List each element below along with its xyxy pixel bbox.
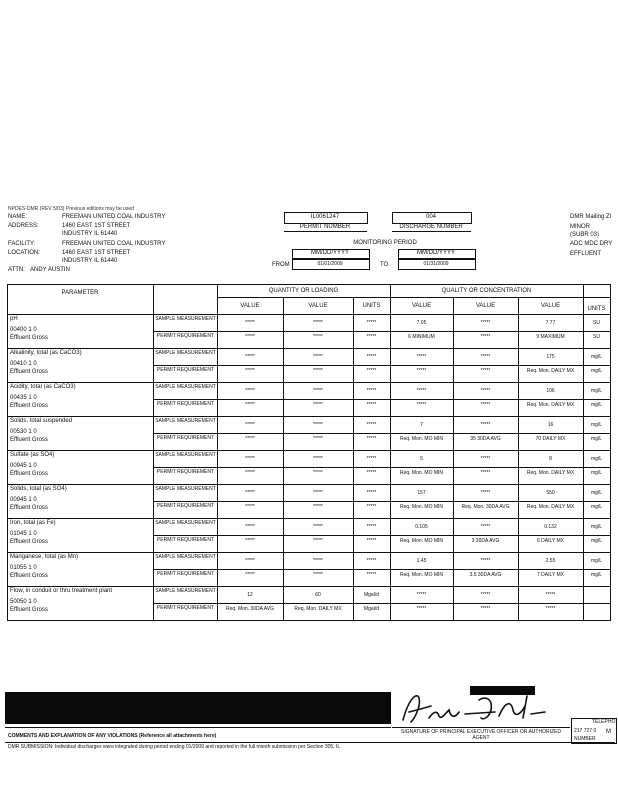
discharge-label-rule	[392, 231, 471, 232]
requirement-cell: *****	[313, 504, 323, 510]
address-line2: INDUSTRY IL 61440	[62, 231, 118, 237]
measurement-cell: *****	[313, 456, 323, 462]
requirement-cell: *****	[366, 470, 377, 476]
measurement-cell: *****	[366, 490, 377, 496]
requirement-cell: mg/L	[590, 504, 603, 510]
requirement-cell: mg/L	[590, 538, 603, 544]
signature	[395, 688, 565, 728]
location-label: LOCATION:	[8, 250, 40, 256]
param-code: 00410 1 0	[10, 361, 37, 367]
permit-requirement-label: PERMIT REQUIREMENT	[156, 571, 215, 577]
requirement-cell: *****	[416, 606, 427, 612]
measurement-cell: *****	[366, 388, 377, 394]
requirement-cell: *****	[416, 402, 427, 408]
measurement-cell: *****	[366, 558, 377, 564]
right-label-1: DMR Mailing ZI	[570, 214, 612, 220]
requirement-cell: 7 DAILY MX	[536, 572, 565, 578]
param-location: Effluent Gross	[10, 539, 48, 545]
measurement-cell: mg/L	[590, 490, 603, 496]
measurement-cell: *****	[245, 524, 255, 530]
row-mid-rule	[153, 501, 611, 502]
row-mid-rule	[153, 331, 611, 332]
measurement-cell: 550	[546, 490, 555, 496]
name-label: NAME:	[8, 214, 28, 220]
measurement-cell: *****	[245, 320, 255, 326]
requirement-cell: mg/L	[590, 368, 603, 374]
requirement-cell: *****	[366, 436, 377, 442]
requirement-cell: Req. Mon. MO MIN	[399, 470, 444, 476]
param-code: 00530 1 0	[10, 429, 37, 435]
param-name: Acidity, total (as CaCO3)	[10, 384, 76, 390]
measurement-cell: 5	[420, 456, 423, 462]
requirement-cell: *****	[366, 504, 377, 510]
permit-label-rule	[284, 231, 367, 232]
signature-rule	[392, 727, 570, 728]
dmr-table	[7, 284, 611, 620]
row-bottom-rule	[7, 382, 611, 383]
sample-measurement-label: SAMPLE MEASUREMENT	[155, 520, 216, 526]
header-value-3: VALUE	[411, 303, 432, 309]
measurement-cell: 175	[546, 354, 555, 360]
row-bottom-rule	[7, 620, 611, 621]
requirement-cell: 6 MINIMUM	[408, 334, 435, 340]
from-date: 01/01/2009	[317, 261, 343, 267]
measurement-cell: *****	[313, 354, 323, 360]
requirement-cell: Req. Mon. MO MIN	[399, 504, 444, 510]
requirement-cell: Req. Mon. MO MIN	[399, 572, 444, 578]
measurement-cell: *****	[313, 320, 323, 326]
requirement-cell: *****	[245, 572, 255, 578]
measurement-cell: 16	[547, 422, 554, 428]
header-value-5: VALUE	[540, 303, 561, 309]
measurement-cell: *****	[313, 388, 323, 394]
measurement-cell: *****	[245, 422, 255, 428]
permit-requirement-label: PERMIT REQUIREMENT	[156, 503, 215, 509]
measurement-cell: *****	[480, 524, 491, 530]
measurement-cell: 106	[546, 388, 555, 394]
measurement-cell: mg/L	[590, 354, 603, 360]
permittee-name: FREEMAN UNITED COAL INDUSTRY	[62, 214, 166, 220]
measurement-cell: *****	[366, 456, 377, 462]
requirement-cell: *****	[416, 368, 427, 374]
row-mid-rule	[153, 603, 611, 604]
param-code: 01055 1 0	[10, 565, 37, 571]
telephone-value: 217 727 0	[574, 728, 597, 734]
param-name: Manganese, total (as Mn)	[10, 554, 79, 560]
header-value-4: VALUE	[475, 303, 496, 309]
param-location: Effluent Gross	[10, 607, 48, 613]
row-mid-rule	[153, 569, 611, 570]
mmddyyyy-label-2: MM/DD/YYYY	[416, 250, 455, 256]
requirement-cell: *****	[245, 470, 255, 476]
measurement-cell: *****	[366, 422, 377, 428]
row-bottom-rule	[7, 552, 611, 553]
param-name: Solids, total suspended	[10, 418, 73, 424]
row-bottom-rule	[7, 416, 611, 417]
row-mid-rule	[153, 433, 611, 434]
permit-requirement-label: PERMIT REQUIREMENT	[156, 605, 215, 611]
header-quality: QUALITY OR CONCENTRATION	[441, 288, 532, 294]
discharge-number-label: DISCHARGE NUMBER	[399, 224, 463, 230]
requirement-cell: Req. Mon. MO MIN	[399, 538, 444, 544]
measurement-cell: *****	[366, 524, 377, 530]
param-code: 00435 1 0	[10, 395, 37, 401]
sample-measurement-label: SAMPLE MEASUREMENT	[155, 452, 216, 458]
param-location: Effluent Gross	[10, 573, 48, 579]
row-bottom-rule	[7, 586, 611, 587]
measurement-cell: 12	[247, 592, 253, 598]
attn-name: ANDY AUSTIN	[30, 267, 70, 273]
measurement-cell: *****	[480, 354, 491, 360]
redaction-band	[5, 692, 391, 724]
requirement-cell: *****	[245, 402, 255, 408]
measurement-cell: 0.132	[544, 524, 557, 530]
measurement-cell: mg/L	[590, 558, 603, 564]
permit-requirement-label: PERMIT REQUIREMENT	[156, 469, 215, 475]
requirement-cell: *****	[366, 538, 377, 544]
measurement-cell: 0.105	[415, 524, 428, 530]
header-bottom-rule	[7, 314, 611, 315]
bottom-note: DMR SUBMISSION: Individual discharges were integrated during period ending 01/2009 and reported in the full month submission per Section 305, IL	[8, 744, 341, 750]
measurement-cell: *****	[416, 388, 427, 394]
requirement-cell: *****	[313, 538, 323, 544]
row-bottom-rule	[7, 450, 611, 451]
param-name: pH	[10, 316, 18, 322]
requirement-cell: *****	[545, 606, 556, 612]
signature-caption: SIGNATURE OF PRINCIPAL EXECUTIVE OFFICER OR AUTHORIZED AGENT	[401, 729, 561, 741]
comments-top-rule	[5, 727, 391, 728]
to-label: TO	[380, 262, 389, 268]
param-name: Iron, total (as Fe)	[10, 520, 56, 526]
sample-measurement-label: SAMPLE MEASUREMENT	[155, 418, 216, 424]
mmddyyyy-label-1: MM/DD/YYYY	[310, 250, 349, 256]
requirement-cell: *****	[245, 334, 255, 340]
measurement-cell: *****	[480, 592, 491, 598]
measurement-cell: *****	[313, 422, 323, 428]
measurement-cell: *****	[245, 388, 255, 394]
requirement-cell: *****	[313, 470, 323, 476]
requirement-cell: *****	[245, 368, 255, 374]
requirement-cell: mg/L	[590, 572, 603, 578]
permit-requirement-label: PERMIT REQUIREMENT	[156, 367, 215, 373]
requirement-cell: 70 DAILY MX	[535, 436, 566, 442]
requirement-cell: *****	[313, 368, 323, 374]
param-name: Solids, total (as SO4)	[10, 486, 67, 492]
right-label-3: (SUBR 03)	[570, 232, 600, 238]
row-bottom-rule	[7, 518, 611, 519]
measurement-cell: mg/L	[590, 388, 603, 394]
requirement-cell: SU	[593, 334, 600, 340]
monitoring-period-label: MONITORING PERIOD	[353, 240, 417, 246]
requirement-cell: *****	[480, 402, 491, 408]
requirement-cell: 3 30DA AVG	[471, 538, 500, 544]
requirement-cell: Req. Mon. DAILY MX	[526, 504, 575, 510]
form-header: NPDES-DMR (REV 5/03) Previous editions may be used	[8, 206, 134, 212]
row-mid-rule	[153, 467, 611, 468]
requirement-cell: Req. Mon. DAILY MX	[526, 368, 575, 374]
header-mid-rule	[217, 297, 611, 298]
param-name: Flow, in conduit or thru treatment plant	[10, 588, 113, 594]
measurement-cell: *****	[245, 354, 255, 360]
header-value-2: VALUE	[308, 303, 328, 309]
location-line2: INDUSTRY IL 61440	[62, 258, 118, 264]
permit-number: IL0061247	[310, 214, 340, 220]
measurement-cell: 7	[420, 422, 423, 428]
requirement-cell: 35 30DA AVG	[470, 436, 501, 442]
permit-number-label: PERMIT NUMBER	[299, 224, 351, 230]
measurement-cell: *****	[245, 490, 255, 496]
header-units-2: UNITS	[587, 306, 606, 312]
sample-measurement-label: SAMPLE MEASUREMENT	[155, 316, 216, 322]
requirement-cell: *****	[313, 572, 323, 578]
requirement-cell: 3.5 30DA AVG	[469, 572, 502, 578]
facility-label: FACILITY:	[8, 241, 36, 247]
requirement-cell: mg/L	[590, 470, 603, 476]
requirement-cell: *****	[245, 436, 255, 442]
row-mid-rule	[153, 535, 611, 536]
measurement-cell: *****	[366, 320, 377, 326]
measurement-cell: 8	[549, 456, 552, 462]
requirement-cell: *****	[480, 470, 491, 476]
param-location: Effluent Gross	[10, 369, 48, 375]
param-location: Effluent Gross	[10, 437, 48, 443]
right-label-5: EFFLUENT	[570, 251, 602, 257]
param-code: 01045 1 0	[10, 531, 37, 537]
requirement-cell: *****	[366, 334, 377, 340]
param-code: 00945 1 0	[10, 463, 37, 469]
right-label-2: MINOR	[570, 224, 590, 230]
header-quantity: QUANTITY OR LOADING	[268, 288, 339, 294]
requirement-cell: *****	[313, 436, 323, 442]
requirement-cell: *****	[245, 538, 255, 544]
measurement-cell: mg/L	[590, 524, 603, 530]
requirement-cell: *****	[313, 402, 323, 408]
param-location: Effluent Gross	[10, 335, 48, 341]
measurement-cell: Mgal/d	[363, 592, 379, 598]
param-location: Effluent Gross	[10, 403, 48, 409]
measurement-cell: *****	[480, 558, 491, 564]
measurement-cell: 60	[315, 592, 321, 598]
header-parameter: PARAMETER	[61, 290, 99, 296]
param-name: Alkalinity, total (as CaCO3)	[10, 350, 82, 356]
permit-requirement-label: PERMIT REQUIREMENT	[156, 435, 215, 441]
facility-name: FREEMAN UNITED COAL INDUSTRY	[62, 241, 166, 247]
measurement-cell: *****	[480, 320, 491, 326]
param-code: 00945 1 0	[10, 497, 37, 503]
requirement-cell: *****	[366, 402, 377, 408]
param-code: 50050 1 0	[10, 599, 37, 605]
location-line1: 1460 EAST 1ST STREET	[62, 250, 131, 256]
requirement-cell: mg/L	[590, 436, 603, 442]
measurement-cell: *****	[366, 354, 377, 360]
row-bottom-rule	[7, 348, 611, 349]
requirement-cell: *****	[313, 334, 323, 340]
measurement-cell: *****	[245, 558, 255, 564]
telephone-label: TELEPHO	[592, 719, 616, 725]
sample-measurement-label: SAMPLE MEASUREMENT	[155, 486, 216, 492]
header-units-1: UNITS	[362, 303, 381, 309]
row-mid-rule	[153, 399, 611, 400]
requirement-cell: mg/L	[590, 402, 603, 408]
measurement-cell: *****	[480, 490, 491, 496]
comments-bottom-rule	[5, 742, 615, 743]
measurement-cell: *****	[480, 388, 491, 394]
from-label: FROM	[272, 262, 290, 268]
requirement-cell: Req. Mon. DAILY MX	[526, 402, 575, 408]
sample-measurement-label: SAMPLE MEASUREMENT	[155, 588, 216, 594]
measurement-cell: 2.55	[545, 558, 556, 564]
requirement-cell: Req. Mon. 30DA AVG	[461, 504, 510, 510]
requirement-cell: *****	[480, 334, 491, 340]
permit-requirement-label: PERMIT REQUIREMENT	[156, 537, 215, 543]
permit-requirement-label: PERMIT REQUIREMENT	[156, 401, 215, 407]
table-left-rule	[7, 284, 8, 620]
sample-measurement-label: SAMPLE MEASUREMENT	[155, 554, 216, 560]
address-label: ADDRESS:	[8, 223, 39, 229]
measurement-cell: *****	[545, 592, 556, 598]
requirement-cell: *****	[366, 572, 377, 578]
number-label: NUMBER	[574, 736, 596, 742]
measurement-cell: *****	[313, 490, 323, 496]
measurement-cell: *****	[416, 354, 427, 360]
right-label-4: ADC MDC DRY	[570, 241, 613, 247]
sample-measurement-label: SAMPLE MEASUREMENT	[155, 350, 216, 356]
attn-label: ATTN:	[8, 267, 25, 273]
requirement-cell: *****	[245, 504, 255, 510]
measurement-cell: *****	[416, 592, 427, 598]
requirement-cell: *****	[480, 368, 491, 374]
permit-requirement-label: PERMIT REQUIREMENT	[156, 333, 215, 339]
measurement-cell: mg/L	[590, 456, 603, 462]
param-name: Sulfate (as SO4)	[10, 452, 55, 458]
requirement-cell: 9 MAXIMUM	[536, 334, 565, 340]
sample-measurement-label: SAMPLE MEASUREMENT	[155, 384, 216, 390]
table-top-rule	[7, 284, 611, 285]
letter-m: M	[606, 729, 611, 735]
requirement-cell: Req. Mon. DAILY MX	[294, 606, 342, 612]
measurement-cell: mg/L	[590, 422, 603, 428]
measurement-cell: *****	[313, 558, 323, 564]
requirement-cell: *****	[366, 368, 377, 374]
row-bottom-rule	[7, 484, 611, 485]
param-location: Effluent Gross	[10, 471, 48, 477]
measurement-cell: 1.45	[416, 558, 427, 564]
measurement-cell: 157	[417, 490, 426, 496]
row-mid-rule	[153, 365, 611, 366]
measurement-cell: SU	[593, 320, 600, 326]
requirement-cell: *****	[480, 606, 491, 612]
requirement-cell: 6 DAILY MX	[536, 538, 565, 544]
header-value-1: VALUE	[240, 303, 260, 309]
requirement-cell: Req. Mon. 30DA AVG	[226, 606, 274, 612]
measurement-cell: 7.05	[416, 320, 427, 326]
comments-label: COMMENTS AND EXPLANATION OF ANY VIOLATIONS (Reference all attachments here)	[8, 733, 217, 739]
measurement-cell: *****	[480, 422, 491, 428]
requirement-cell: Mgal/d	[363, 606, 379, 612]
discharge-number: 004	[425, 214, 436, 220]
param-location: Effluent Gross	[10, 505, 48, 511]
to-date: 01/31/2009	[423, 261, 449, 267]
requirement-cell: Req. Mon. DAILY MX	[526, 470, 575, 476]
measurement-cell: *****	[480, 456, 491, 462]
param-code: 00400 1 0	[10, 327, 37, 333]
measurement-cell: *****	[245, 456, 255, 462]
requirement-cell: Req. Mon. MO MIN	[399, 436, 444, 442]
measurement-cell: *****	[313, 524, 323, 530]
measurement-cell: 7.77	[545, 320, 556, 326]
address-line1: 1460 EAST 1ST STREET	[62, 223, 131, 229]
